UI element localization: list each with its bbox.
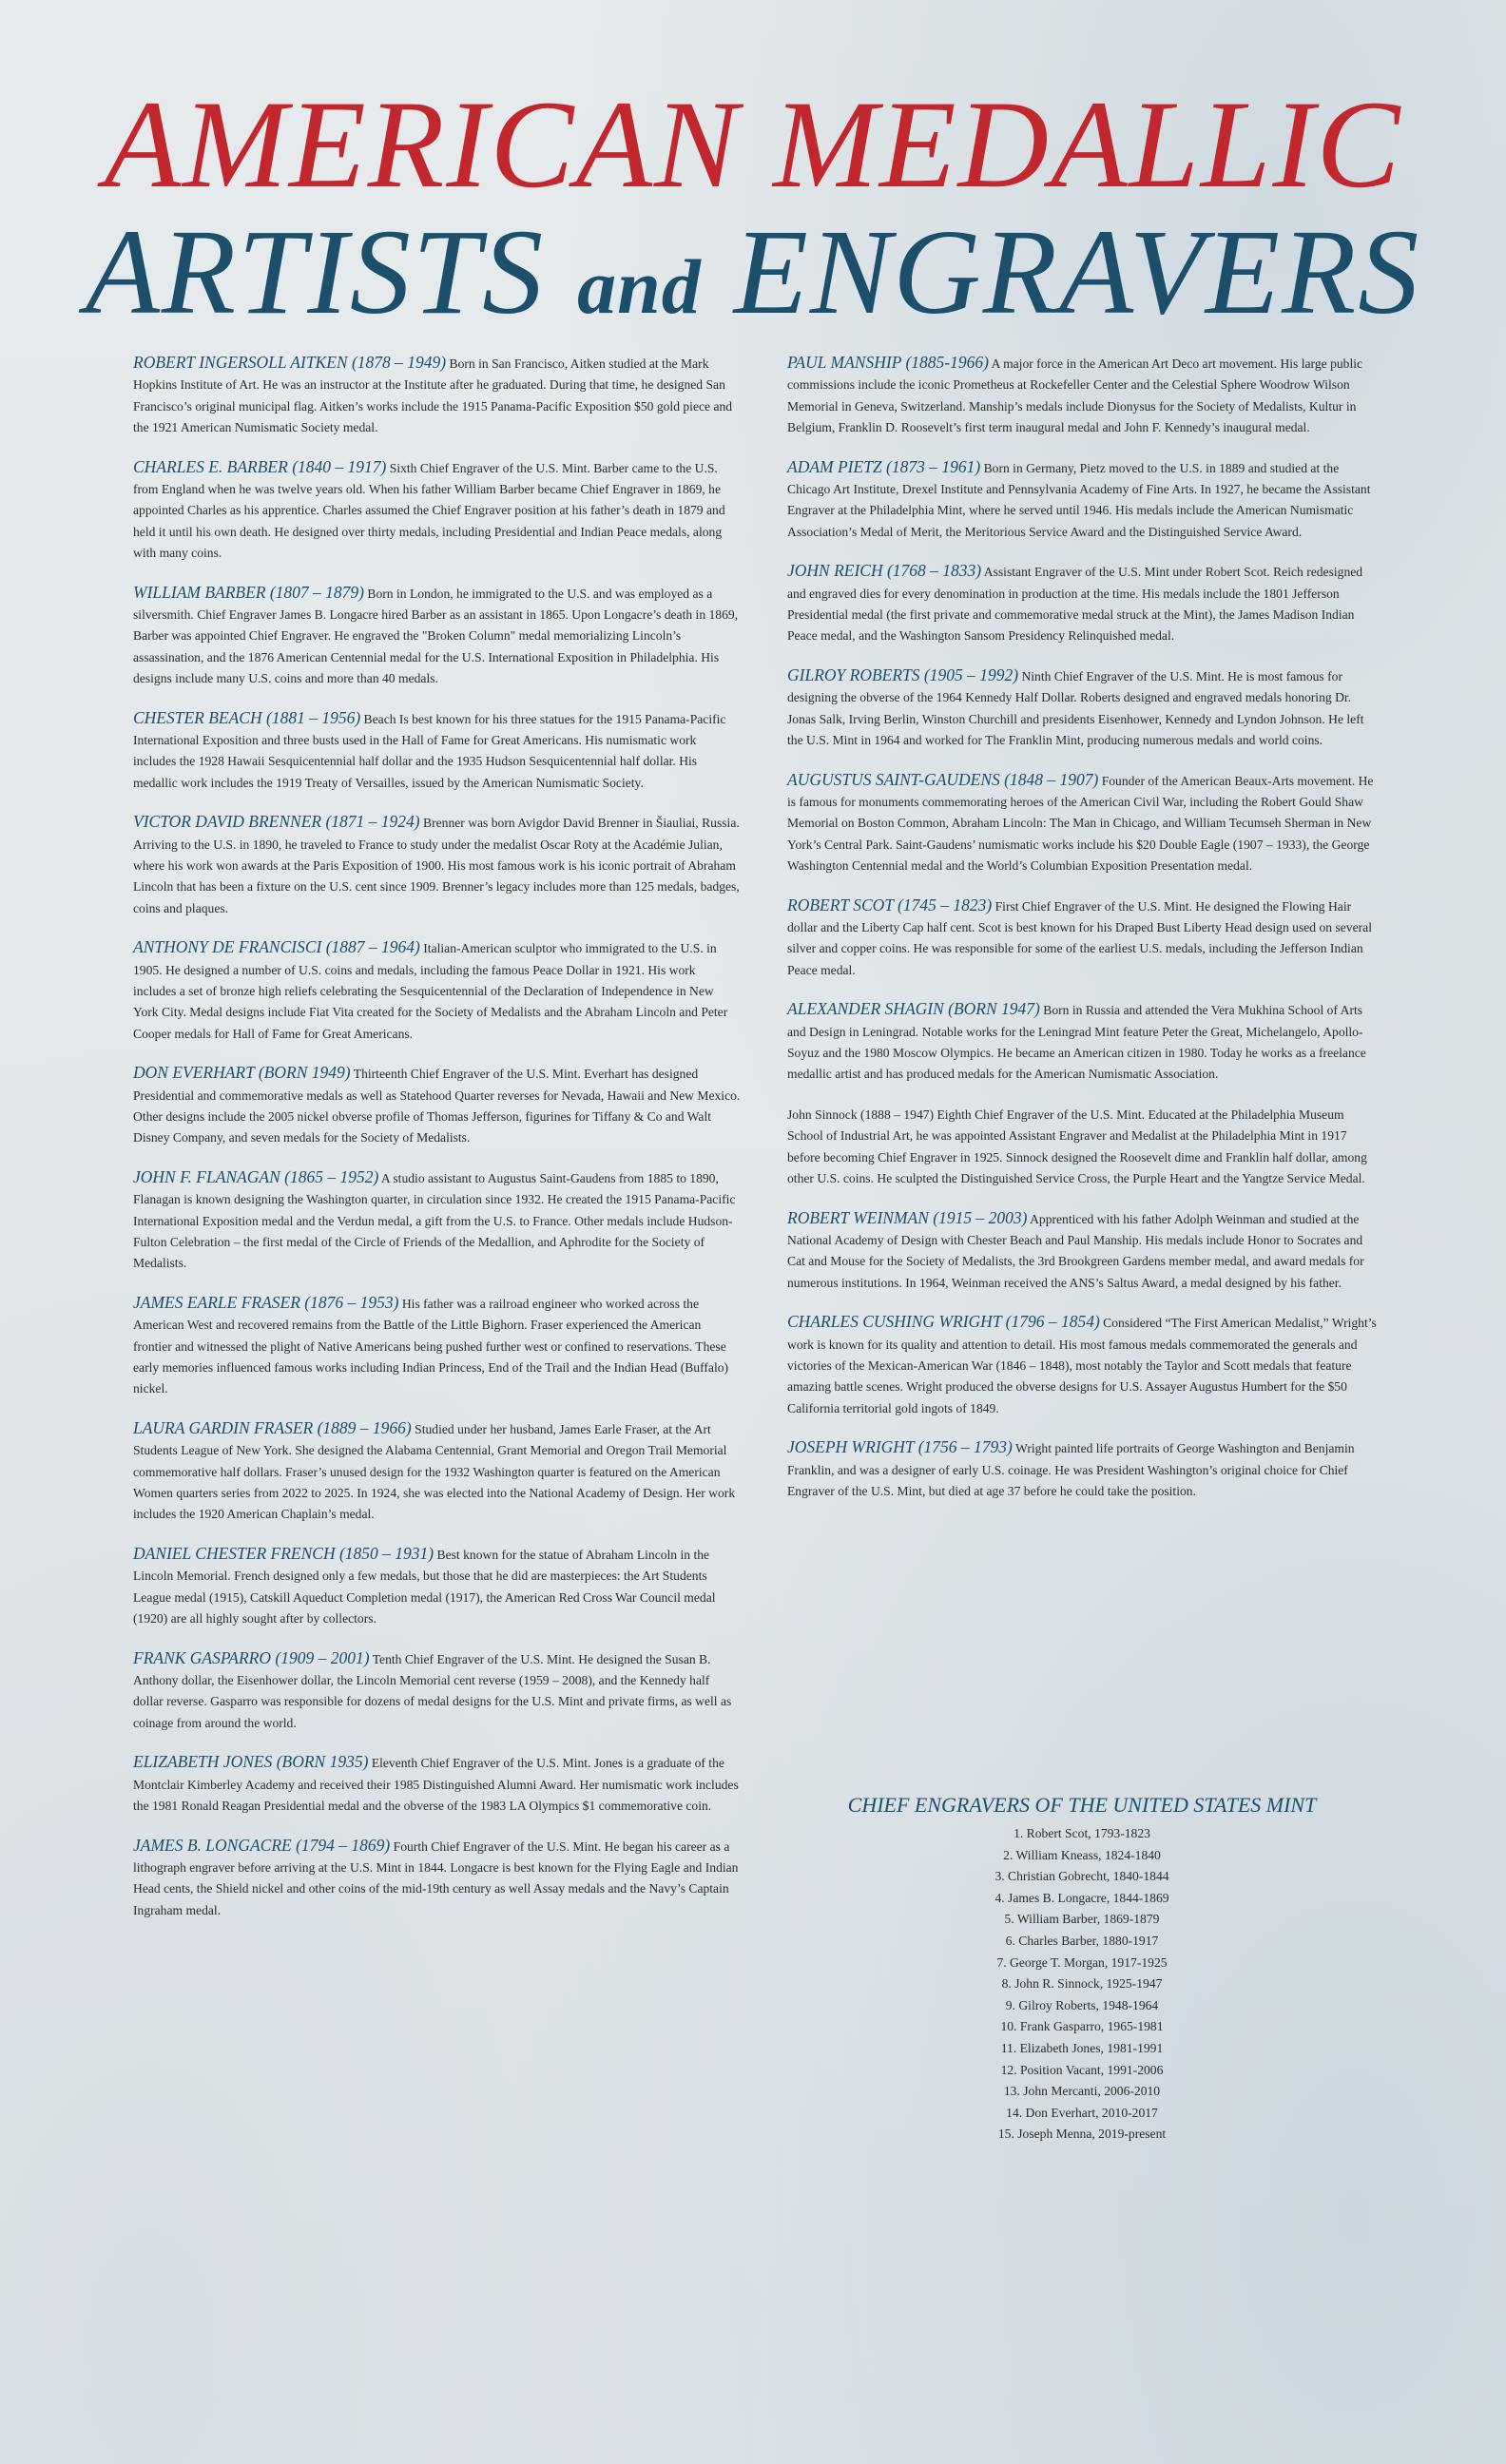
bio-name: JOHN F. FLANAGAN (1865 – 1952)	[133, 1167, 379, 1186]
chief-engraver-item: 3. Christian Gobrecht, 1840-1844	[994, 1869, 1169, 1884]
title-artists: ARTISTS	[85, 204, 546, 339]
chief-engraver-item: 13. John Mercanti, 2006-2010	[1003, 2084, 1161, 2099]
bio-entry	[787, 998, 1377, 1085]
bio-entry	[787, 560, 1377, 646]
bio-name: DANIEL CHESTER FRENCH (1850 – 1931)	[133, 1543, 434, 1563]
right-column	[787, 352, 1377, 1520]
bio-name: AUGUSTUS SAINT-GAUDENS (1848 – 1907)	[787, 769, 1099, 789]
bio-entry	[133, 1835, 742, 1921]
bio-name: LAURA GARDIN FRASER (1889 – 1966)	[133, 1417, 412, 1437]
bio-name: CHARLES E. BARBER (1840 – 1917)	[133, 456, 387, 476]
title-line-2	[0, 204, 1506, 352]
bio-entry	[133, 811, 742, 918]
title-and: and	[577, 243, 702, 330]
bio-text: Considered “The First American Medalist,” Wright’s work is known for its quality and attention to detail. His most famous medals commemorated the generals and victories of the Mexican-American War (1846 – 1848), most notably the Taylor and Scott medals that feature amazing battle scenes. Wright produced the obverse designs for U.S. Assayer Augustus Humbert for the $50 California territorial gold ingots of 1849.	[787, 1316, 1377, 1415]
bio-text: Assistant Engraver of the U.S. Mint under Robert Scot. Reich redesigned and engraved dies for every denomination in production at the time. His medals include the 1801 Jefferson Presidential medal (the first private and commemorative medal struck at the Mint), the James Madison Indian Peace medal, and the Washington Sansom Presidency Relinquished medal.	[787, 565, 1363, 644]
bio-entry	[787, 769, 1377, 876]
bio-entry	[787, 1311, 1377, 1418]
bio-text: Born in San Francisco, Aitken studied at the Mark Hopkins Institute of Art. He was an instructor at the Institute after he graduated. During that time, he designed San Francisco’s original municipal flag. Aitken’s works include the 1915 Panama-Pacific Exposition $50 gold piece and the 1921 American Numismatic Society medal.	[133, 356, 733, 434]
bio-entry	[787, 895, 1377, 981]
left-column	[133, 352, 742, 1938]
bio-entry	[133, 352, 742, 438]
bio-text: Apprenticed with his father Adolph Weinman and studied at the National Academy of Design with Chester Beach and Paul Manship. His medals include Honor to Socrates and Cat and Mouse for the Society of Medalists, the 3rd Brookgreen Gardens member medal, and award medals for numerous institutions. In 1964, Weinman received the ANS’s Saltus Award, a medal designed by his father.	[787, 1211, 1364, 1290]
bio-entry	[133, 1543, 742, 1629]
chief-engraver-item: 10. Frank Gasparro, 1965-1981	[1000, 2019, 1164, 2034]
bio-name: JOSEPH WRIGHT (1756 – 1793)	[787, 1437, 1013, 1457]
bio-entry	[787, 1436, 1377, 1502]
bio-text: Eleventh Chief Engraver of the U.S. Mint. Jones is a graduate of the Montclair Kimberley Academy and received their 1985 Distinguished Alumni Award. Her numismatic work includes the 1981 Ronald Reagan Presidential medal and the obverse of the 1983 LA Olympics $1 commemorative coin.	[133, 1756, 739, 1813]
bio-text: Brenner was born Avigdor David Brenner in Šiauliai, Russia. Arriving to the U.S. in 1890, he traveled to France to study under the medalist Oscar Roty at the Académie Julian, where his work won awards at the Paris Exposition of 1900. His most famous work is his iconic portrait of Abraham Lincoln that has been a fixture on the U.S. cent since 1909. Brenner’s legacy includes more than 125 medals, badges, coins and plaques.	[133, 816, 740, 915]
chief-engravers-title: CHIEF ENGRAVERS OF THE UNITED STATES MINT	[847, 1793, 1317, 1817]
bio-entry	[787, 664, 1377, 751]
chief-engraver-item: 6. Charles Barber, 1880-1917	[1005, 1933, 1159, 1948]
title-line-1: AMERICAN MEDALLIC	[104, 74, 1402, 214]
chief-engraver-item: 7. George T. Morgan, 1917-1925	[996, 1954, 1168, 1970]
bio-entry	[133, 1292, 742, 1399]
bio-entry	[787, 1207, 1377, 1294]
chief-engraver-item: 9. Gilroy Roberts, 1948-1964	[1005, 1997, 1159, 2012]
bio-name: ROBERT SCOT (1745 – 1823)	[787, 895, 993, 914]
chief-engraver-item: 11. Elizabeth Jones, 1981-1991	[1000, 2040, 1164, 2055]
bio-name: WILLIAM BARBER (1807 – 1879)	[133, 582, 365, 602]
bio-name: DON EVERHART (BORN 1949)	[133, 1063, 351, 1083]
bio-text: Tenth Chief Engraver of the U.S. Mint. He designed the Susan B. Anthony dollar, the Eisenhower dollar, the Lincoln Memorial cent reverse (1959 – 2008), and the Kennedy half dollar reverse. Gasparro was responsible for dozens of medal designs for the U.S. Mint and private firms, as well as coinage from around the world.	[133, 1651, 732, 1730]
bio-text: Founder of the American Beaux-Arts movement. He is famous for monuments commemorating heroes of the American Civil War, including the Robert Gould Shaw Memorial on Boston Common, Abraham Lincoln: The Man in Chicago, and William Tecumseh Sherman in New York’s Central Park. Saint-Gaudens’ numismatic works include his $20 Double Eagle (1907 – 1933), the George Washington Centennial medal and the World’s Columbian Exposition Presentation medal.	[787, 773, 1374, 873]
bio-text: Beach Is best known for his three statues for the 1915 Panama-Pacific International Exposition and three busts used in the Hall of Fame for Great Americans. His numismatic work includes the 1928 Hawaii Sesquicentennial half dollar and the 1935 Hudson Sesquicentennial half dollar. His medallic work includes the 1919 Treaty of Versailles, issued by the American Numismatic Society.	[133, 711, 726, 790]
bio-name: ADAM PIETZ (1873 – 1961)	[787, 456, 981, 476]
bio-entry	[133, 1417, 742, 1525]
chief-engraver-item: 2. William Kneass, 1824-1840	[1003, 1847, 1161, 1862]
bio-text: Italian-American sculptor who immigrated to the U.S. in 1905. He designed a number of U.S. coins and medals, including the famous Peace Dollar in 1921. His work includes a set of bronze high reliefs celebrating the Sesquicentennial of the Declaration of Independence in New York City. Medal designs include Fiat Vita created for the Society of Medalists and the Abraham Lincoln and Peter Cooper medals for Hall of Fame for Great Americans.	[133, 941, 728, 1041]
bio-name: PAUL MANSHIP (1885-1966)	[787, 353, 989, 372]
chief-engravers-list	[787, 1823, 1377, 2146]
bio-text: Sixth Chief Engraver of the U.S. Mint. Barber came to the U.S. from England when he was twelve years old. When his father William Barber became Chief Engraver in 1869, he appointed Charles as his apprentice. Charles assumed the Chief Engraver position at his father’s death in 1879 and held it until his own death. He designed over thirty medals, including Presidential and Indian Peace medals, along with many coins.	[133, 460, 725, 560]
chief-engraver-item: 4. James B. Longacre, 1844-1869	[994, 1890, 1169, 1905]
bio-text: First Chief Engraver of the U.S. Mint. He designed the Flowing Hair dollar and the Liberty Cap half cent. Scot is best known for his Draped Bust Liberty Head design used on several silver and copper coins. He was responsible for some of the earliest U.S. medals, including the Jefferson Indian Peace medal.	[787, 898, 1372, 977]
bio-text: Born in Germany, Pietz moved to the U.S. in 1889 and studied at the Chicago Art Institute, Drexel Institute and Pennsylvania Academy of Fine Arts. In 1927, he became the Assistant Engraver at the Philadelphia Mint, where he served until 1946. His medals include the American Numismatic Association’s Medal of Merit, the Meritorious Service Award and the Distinguished Service Award.	[787, 460, 1371, 539]
bio-name: JAMES B. LONGACRE (1794 – 1869)	[133, 1835, 391, 1855]
chief-engraver-item: 12. Position Vacant, 1991-2006	[1000, 2062, 1164, 2077]
bio-name: ALEXANDER SHAGIN (BORN 1947)	[787, 999, 1040, 1019]
bio-entry	[133, 1166, 742, 1274]
bio-name: CHESTER BEACH (1881 – 1956)	[133, 707, 361, 727]
chief-engraver-item: 14. Don Everhart, 2010-2017	[1006, 2105, 1158, 2120]
bio-name: ANTHONY DE FRANCISCI (1887 – 1964)	[133, 937, 420, 957]
chief-engraver-item: 15. Joseph Menna, 2019-present	[997, 2127, 1167, 2142]
bio-name: JOHN REICH (1768 – 1833)	[787, 561, 982, 581]
bio-text: A major force in the American Art Deco art movement. His large public commissions include the iconic Prometheus at Rockefeller Center and the Celestial Sphere Woodrow Wilson Memorial in Geneva, Switzerland. Manship’s medals include Dionysus for the Society of Medalists, Kultur in Belgium, Franklin D. Roosevelt’s first term inaugural medal and John F. Kennedy’s inaugural medal.	[787, 356, 1363, 434]
bio-text: Fourth Chief Engraver of the U.S. Mint. He began his career as a lithograph engraver before arriving at the U.S. Mint in 1844. Longacre is best known for the Flying Eagle and Indian Head cents, the Shield nickel and other coins of the mid-19th century as well Assay medals and the Navy’s Captain Ingraham medal.	[133, 1838, 739, 1917]
bio-text: Wright painted life portraits of George Washington and Benjamin Franklin, and was a designer of early U.S. coinage. He was President Washington’s original choice for Chief Engraver of the U.S. Mint, but died at age 37 before he could take the position.	[787, 1441, 1355, 1499]
bio-text: Studied under her husband, James Earle Fraser, at the Art Students League of New York. She designed the Alabama Centennial, Grant Memorial and Oregon Trail Memorial commemorative half dollars. Fraser’s unused design for the 1932 Washington quarter is featured on the American Women quarters series from 2022 to 2025. In 1924, she was elected into the National Academy of Design. Her work includes the 1920 American Chaplain’s medal.	[133, 1421, 736, 1522]
bio-name: VICTOR DAVID BRENNER (1871 – 1924)	[133, 812, 420, 832]
bio-entry	[133, 1062, 742, 1148]
bio-entry	[133, 1751, 742, 1817]
chief-engravers-section	[787, 1791, 1377, 2146]
bio-text: Ninth Chief Engraver of the U.S. Mint. He is most famous for designing the obverse of the 1964 Kennedy Half Dollar. Roberts designed and engraved medals honoring Dr. Jonas Salk, Irving Berlin, Winston Churchill and presidents Eisenhower, Kennedy and Lyndon Johnson. He left the U.S. Mint in 1964 and worked for The Franklin Mint, producing numerous medals and world coins.	[787, 669, 1364, 747]
bio-name: ROBERT WEINMAN (1915 – 2003)	[787, 1207, 1028, 1227]
bio-entry	[787, 456, 1377, 543]
bio-text: Thirteenth Chief Engraver of the U.S. Mint. Everhart has designed Presidential and commemorative medals as well as Statehood Quarter reverses for Nevada, Hawaii and New Mexico. Other designs include the 2005 nickel obverse profile of Thomas Jefferson, figurines for Tiffany & Co and Walt Disney Company, and seven medals for the Society of Medalists.	[133, 1067, 741, 1145]
bio-text: Best known for the statue of Abraham Lincoln in the Lincoln Memorial. French designed only a few medals, but those that he did are masterpieces: the Art Students League medal (1915), Catskill Aqueduct Completion medal (1917), the American Red Cross War Council medal (1920) are all highly sought after by collectors.	[133, 1547, 716, 1626]
bio-text: A studio assistant to Augustus Saint-Gaudens from 1885 to 1890, Flanagan is known designing the Washington quarter, in circulation since 1932. He created the 1915 Panama-Pacific International Exposition medal and the Verdun medal, a gift from the U.S. to France. Other medals include Hudson-Fulton Celebration – the first medal of the Circle of Friends of the Medallion, and Aphrodite for the Society of Medalists.	[133, 1171, 736, 1271]
title-engravers: ENGRAVERS	[733, 204, 1421, 339]
bio-entry	[133, 582, 742, 689]
bio-entry	[133, 707, 742, 794]
chief-engraver-item: 1. Robert Scot, 1793-1823	[1014, 1826, 1150, 1840]
bio-entry	[787, 352, 1377, 438]
bio-text: His father was a railroad engineer who worked across the American West and recovered remains from the Battle of the Little Bighorn. Fraser experienced the American frontier and witnessed the plight of Native Americans being pushed further west or confined to reservations. These early memories influenced famous works including Indian Princess, End of the Trail and the Indian Head (Buffalo) nickel.	[133, 1296, 729, 1396]
bio-name: ELIZABETH JONES (BORN 1935)	[133, 1752, 369, 1772]
bio-name: ROBERT INGERSOLL AITKEN (1878 – 1949)	[133, 353, 447, 372]
bio-text: Born in Russia and attended the Vera Mukhina School of Arts and Design in Leningrad. Notable works for the Leningrad Mint feature Peter the Great, Michelangelo, Apollo-Soyuz and the 1980 Moscow Olympics. He became an American citizen in 1980. Today he works as a freelance medallic artist and has produced medals for the American Numismatic Association.	[787, 1003, 1366, 1082]
bio-name: CHARLES CUSHING WRIGHT (1796 – 1854)	[787, 1312, 1100, 1332]
bio-entry	[787, 1103, 1377, 1189]
bio-entry	[133, 936, 742, 1044]
bio-text: Born in London, he immigrated to the U.S. and was employed as a silversmith. Chief Engraver James B. Longacre hired Barber as an assistant in 1865. Upon Longacre’s death in 1869, Barber was appointed Chief Engraver. He engraved the "Broken Column" medal memorializing Lincoln’s assassination, and the 1876 American Centennial medal for the U.S. International Exposition in Philadelphia. His designs include many U.S. coins and more than 40 medals.	[133, 586, 739, 685]
bio-name: GILROY ROBERTS (1905 – 1992)	[787, 665, 1019, 685]
chief-engraver-item: 5. William Barber, 1869-1879	[1004, 1912, 1160, 1927]
bio-entry	[133, 456, 742, 564]
bio-name: JAMES EARLE FRASER (1876 – 1953)	[133, 1292, 399, 1312]
bio-text: John Sinnock (1888 – 1947) Eighth Chief Engraver of the U.S. Mint. Educated at the Philadelphia Museum School of Industrial Art, he was appointed Assistant Engraver and Medalist at the Philadelphia Mint in 1917 before becoming Chief Engraver in 1925. Sinnock designed the Roosevelt dime and Franklin half dollar, among other U.S. coins. He sculpted the Distinguished Service Cross, the Purple Heart and the Yangtze Service Medal.	[787, 1107, 1367, 1185]
chief-engraver-item: 8. John R. Sinnock, 1925-1947	[1001, 1976, 1163, 1992]
bio-entry	[133, 1647, 742, 1734]
bio-name: FRANK GASPARRO (1909 – 2001)	[133, 1647, 370, 1667]
